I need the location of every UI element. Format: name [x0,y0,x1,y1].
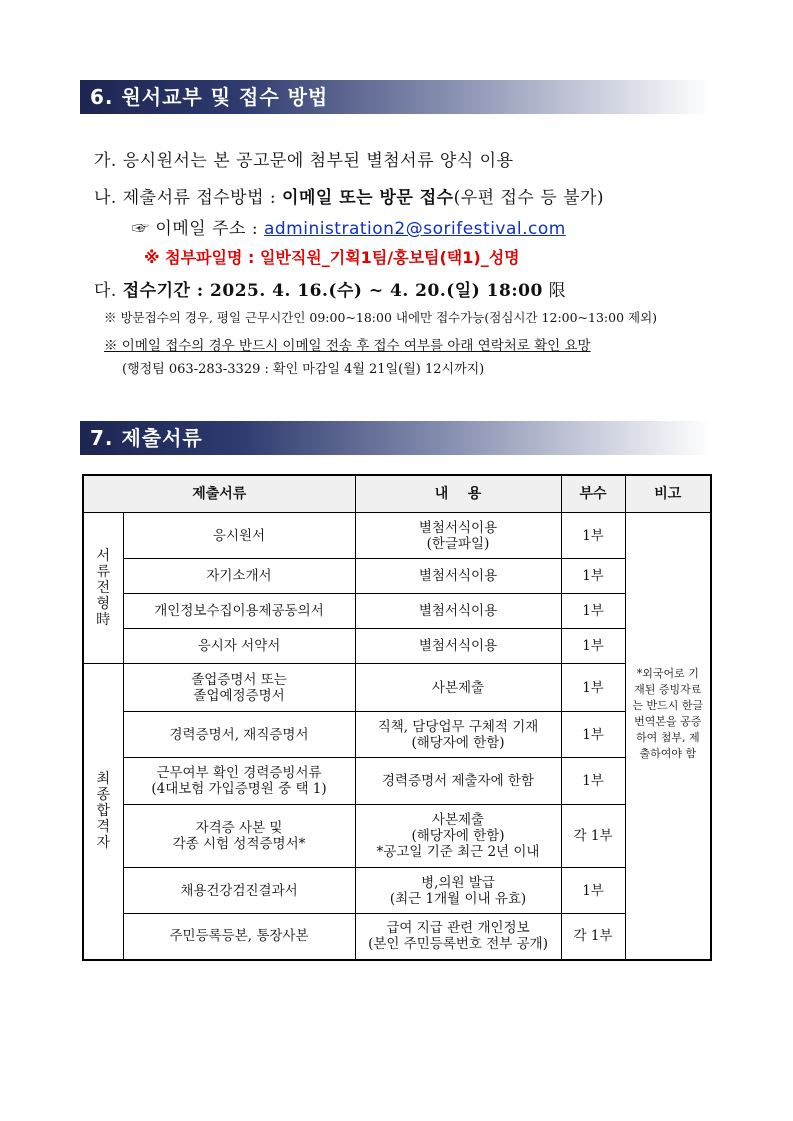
table-row [83,868,711,914]
doc-cell: 응시원서 [123,513,355,559]
table-row [83,712,711,758]
email-prefix: ☞ 이메일 주소 : [132,219,264,239]
count-cell: 1부 [561,664,625,712]
table-row [83,914,711,960]
table-row [83,664,711,712]
doc-cell: 졸업증명서 또는 졸업예정증명서 [123,664,355,712]
note-email: ※ 이메일 접수의 경우 반드시 이메일 전송 후 접수 여부를 아래 연락처로 확인 요망 [104,338,591,354]
attach-filename-note: ※ 첨부파일명 : 일반직원_기획1팀/홍보팀(택1)_성명 [144,248,520,267]
table-row [83,629,711,664]
line-da-prefix: 다. [94,281,123,301]
content-cell: 별첨서식이용 [355,629,561,664]
count-cell: 1부 [561,513,625,559]
doc-cell: 근무여부 확인 경력증빙서류 (4대보험 가입증명원 중 택 1) [123,758,355,805]
line-da [94,276,566,301]
email-line [132,214,566,239]
doc-cell: 주민등록등본, 통장사본 [123,914,355,960]
table-row [83,559,711,594]
line-da-suffix: 限 [542,281,567,301]
header-remark: 비고 [625,475,711,513]
content-cell: 사본제출 (해당자에 한함) *공고일 기준 최근 2년 이내 [355,805,561,868]
doc-cell: 자격증 사본 및 각종 시험 성적증명서* [123,805,355,868]
content-cell: 병,의원 발급 (최근 1개월 이내 유효) [355,868,561,914]
note-visit: ※ 방문접수의 경우, 평일 근무시간인 09:00~18:00 내에만 접수가능(점심시간 12:00~13:00 제외) [104,310,658,325]
section-7-title: 7. 제출서류 [80,421,710,455]
count-cell: 1부 [561,712,625,758]
documents-table [82,474,712,961]
table-row [83,758,711,805]
content-cell: 별첨서식이용 [355,559,561,594]
header-doc: 제출서류 [83,475,355,513]
content-cell: 별첨서식이용 (한글파일) [355,513,561,559]
doc-cell: 응시자 서약서 [123,629,355,664]
count-cell: 1부 [561,868,625,914]
count-cell: 1부 [561,758,625,805]
line-na-suffix: (우편 접수 등 불가) [453,188,605,208]
line-na-method: 이메일 또는 방문 접수 [282,188,454,208]
header-count: 부수 [561,475,625,513]
content-cell: 별첨서식이용 [355,594,561,629]
content-cell: 직책, 담당업무 구체적 기재 (해당자에 한함) [355,712,561,758]
count-cell: 각 1부 [561,805,625,868]
note-contact: (행정팀 063-283-3329 : 확인 마감일 4월 21일(월) 12시까지) [122,362,485,377]
count-cell: 각 1부 [561,914,625,960]
doc-cell: 채용건강검진결과서 [123,868,355,914]
content-cell: 경력증명서 제출자에 한함 [355,758,561,805]
table-row [83,594,711,629]
group-final-label: 최 종 합 격 자 [83,664,123,960]
doc-cell: 개인정보수집이용제공동의서 [123,594,355,629]
section-6-title: 6. 원서교부 및 접수 방법 [80,80,710,114]
doc-cell: 경력증명서, 재직증명서 [123,712,355,758]
group-screening-label: 서 류 전 형 時 [83,513,123,664]
line-na [94,183,604,208]
content-cell: 급여 지급 관련 개인정보 (본인 주민등록번호 전부 공개) [355,914,561,960]
line-na-prefix: 나. 제출서류 접수방법 : [94,188,283,208]
table-row [83,805,711,868]
remark-text: *외국어로 기재된 증빙자료는 반드시 한글번역본을 공증하여 첨부, 제출하여야 함 [632,667,704,760]
count-cell: 1부 [561,594,625,629]
receipt-period: 접수기간 : 2025. 4. 16.(수) ~ 4. 20.(일) 18:00 [122,281,543,301]
header-content: 내 용 [355,475,561,513]
doc-cell: 자기소개서 [123,559,355,594]
count-cell: 1부 [561,629,625,664]
content-cell: 사본제출 [355,664,561,712]
line-ga: 가. 응시원서는 본 공고문에 첨부된 별첨서류 양식 이용 [94,151,514,171]
table-header-row [83,475,711,513]
table-row [83,513,711,559]
remark-cell [625,513,711,960]
email-link[interactable]: administration2@sorifestival.com [263,219,566,239]
count-cell: 1부 [561,559,625,594]
